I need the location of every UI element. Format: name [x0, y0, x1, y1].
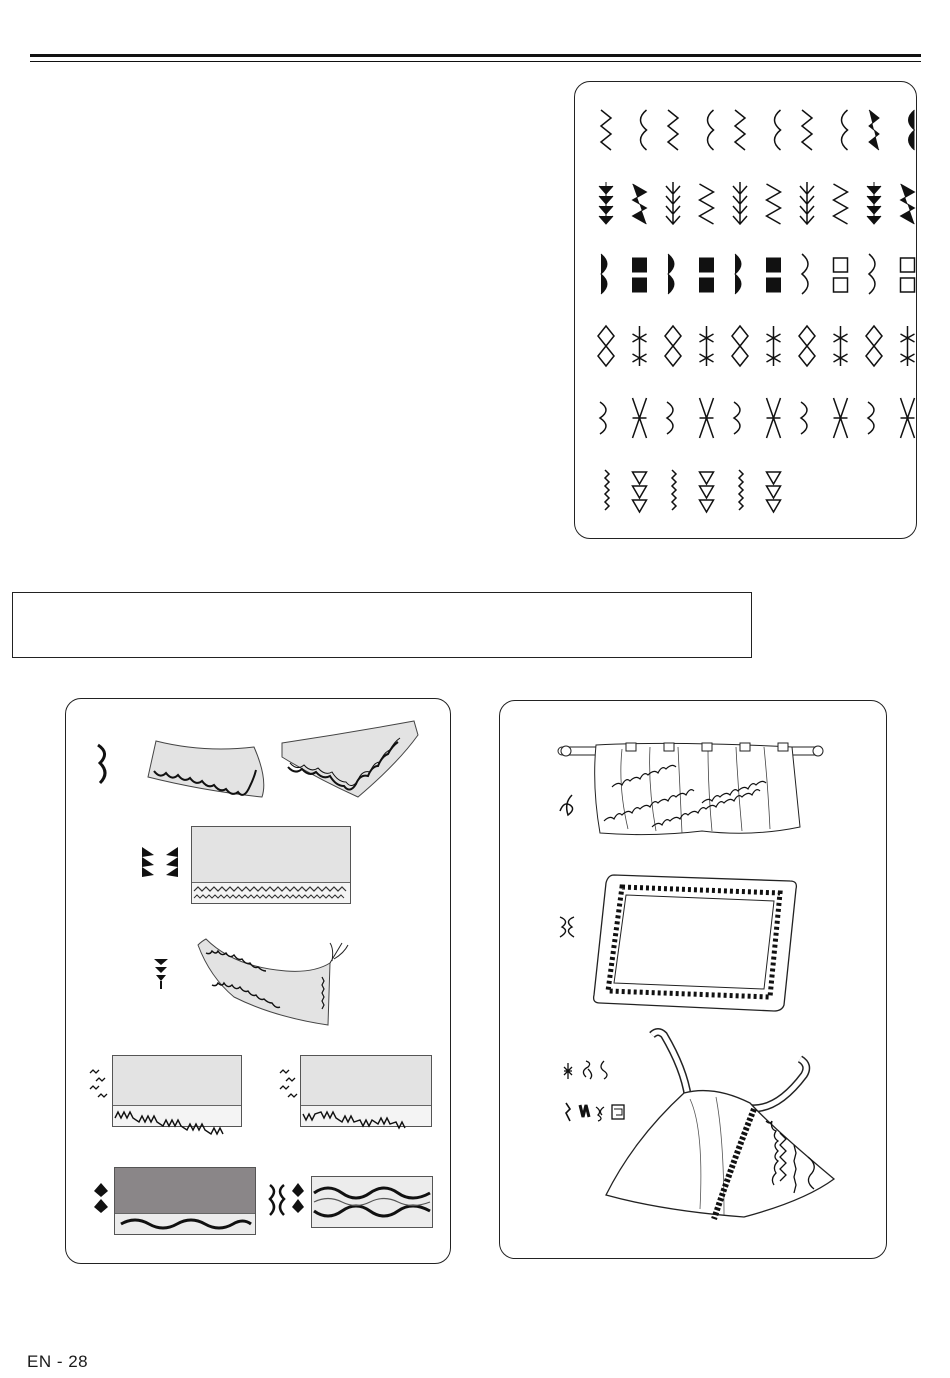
stitch-pattern-icon — [641, 110, 647, 150]
stitch-grid — [575, 82, 916, 538]
stitch-pattern-icon — [767, 258, 781, 292]
stitch-pattern-icon — [672, 470, 676, 510]
placemat-illustration — [592, 873, 798, 1013]
stitch-pattern-icon — [700, 472, 714, 512]
stitch-pattern-icon — [834, 258, 848, 292]
stitch-pattern-icon — [668, 110, 678, 150]
stitch-pattern-icon — [767, 184, 781, 224]
edging-examples-panel — [65, 698, 451, 1264]
hem-wave-right-stitch — [301, 1106, 431, 1126]
stitch-pattern-chart — [574, 81, 917, 539]
stitch-pattern-icon — [600, 402, 606, 434]
dark-fabric-hem-stitch — [115, 1214, 255, 1234]
stitch-pattern-icon — [866, 326, 882, 366]
stitch-pattern-icon — [867, 182, 881, 224]
hem-wave-right-illustration — [300, 1055, 432, 1127]
triangle-stitch-icon-a — [138, 843, 160, 887]
stitch-pattern-icon — [767, 398, 781, 438]
stitch-pattern-icon — [601, 254, 607, 294]
stitch-pattern-icon — [901, 398, 915, 438]
stitch-pattern-icon — [868, 402, 874, 434]
stitch-pattern-icon — [834, 326, 848, 366]
stitch-pattern-icon — [901, 326, 915, 366]
stitch-pattern-icon — [700, 184, 714, 224]
stitch-pattern-icon — [734, 402, 740, 434]
stitch-pattern-icon — [700, 398, 714, 438]
diamond-stitch-icon — [90, 1181, 112, 1225]
zigzag-scatter-stitch-icon-left — [88, 1063, 110, 1107]
triangle-stitch-icon-b — [162, 843, 184, 887]
stitch-pattern-icon — [732, 326, 748, 366]
page-number: EN - 28 — [27, 1352, 89, 1371]
stitch-pattern-icon — [700, 258, 714, 292]
curtain-illustration — [552, 737, 832, 841]
stitch-pattern-icon — [599, 182, 613, 224]
hem-border-stitch — [192, 883, 350, 903]
cross-loop-stitch-icon — [556, 909, 578, 953]
stitch-pattern-icon — [733, 182, 747, 224]
zigzag-scatter-stitch-icon-right — [278, 1063, 300, 1107]
stitch-pattern-icon — [605, 470, 609, 510]
header-rule-thin — [30, 61, 921, 62]
stitch-pattern-icon — [739, 470, 743, 510]
arrow-stitch-icon — [150, 955, 172, 999]
hem-border-illustration — [191, 826, 351, 904]
stitch-pattern-icon — [735, 254, 741, 294]
stitch-pattern-icon — [633, 184, 647, 224]
stitch-pattern-icon — [799, 326, 815, 366]
stitch-pattern-icon — [800, 182, 814, 224]
stitch-pattern-icon — [901, 258, 915, 292]
dark-fabric-hem-illustration — [114, 1167, 256, 1235]
stitch-pattern-icon — [735, 110, 745, 150]
stitch-pattern-icon — [802, 110, 812, 150]
stitch-pattern-icon — [775, 110, 781, 150]
curved-collar-illustration — [194, 937, 354, 1029]
ribbon-band-stitch — [312, 1177, 432, 1227]
stitch-pattern-icon — [842, 110, 848, 150]
stitch-pattern-icon — [767, 472, 781, 512]
stitch-pattern-icon — [700, 326, 714, 366]
stitch-pattern-icon — [909, 110, 915, 150]
notice-box — [12, 592, 752, 658]
stitch-pattern-icon — [633, 258, 647, 292]
stitch-pattern-icon — [598, 326, 614, 366]
stitch-pattern-icon — [601, 110, 611, 150]
header-rule-thick — [30, 54, 921, 57]
stitch-pattern-icon — [901, 184, 915, 224]
scallop-corner-illustration — [278, 719, 420, 801]
stitch-pattern-icon — [834, 184, 848, 224]
stitch-pattern-icon — [633, 472, 647, 512]
stitch-pattern-icon — [801, 402, 807, 434]
stitch-pattern-icon — [869, 254, 875, 294]
scallop-stitch-icon — [94, 743, 116, 787]
stitch-pattern-icon — [633, 398, 647, 438]
hem-wave-left-stitch — [113, 1106, 241, 1126]
ribbon-band-illustration — [311, 1176, 433, 1228]
stitch-pattern-icon — [834, 398, 848, 438]
stitch-pattern-icon — [802, 254, 808, 294]
stitch-pattern-icon — [665, 326, 681, 366]
stitch-pattern-icon — [666, 182, 680, 224]
stitch-pattern-icon — [633, 326, 647, 366]
wave-stitch-icon-set — [266, 1181, 310, 1225]
stitch-pattern-icon — [667, 402, 673, 434]
hem-wave-left-illustration — [112, 1055, 242, 1127]
stitch-pattern-icon — [668, 254, 674, 294]
drawstring-bag-illustration — [604, 1029, 844, 1225]
stitch-pattern-icon — [767, 326, 781, 366]
stitch-pattern-icon — [708, 110, 714, 150]
decoration-examples-panel — [499, 700, 887, 1259]
scallop-collar-illustration — [144, 739, 269, 799]
stitch-pattern-icon — [869, 110, 879, 150]
